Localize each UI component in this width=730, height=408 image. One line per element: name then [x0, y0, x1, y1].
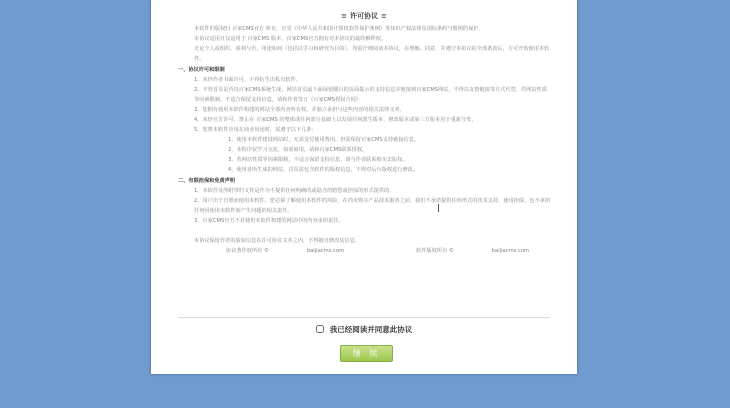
dialog-title-text: 许可协议 [350, 12, 378, 20]
divider [178, 317, 550, 318]
section-heading: 一、协议许可和限制 [178, 67, 225, 73]
copyright-line [178, 246, 552, 256]
license-dialog [151, 0, 577, 374]
agree-row[interactable] [151, 324, 577, 335]
agree-label: 我已经阅读并同意此协议 [329, 325, 413, 334]
intro-line: 无论个人或组织、盈利与否、用途如何（包括以学习和研究为目的），均需仔细阅读本协议，在理解、同意、并遵守本协议的全部条款后，方可开始使用本软件。 [194, 46, 550, 62]
sub-item: 3、若网站性质等因素限制，不适合保留支持信息，请与作者联系购买去版权。 [228, 157, 408, 163]
section-item: 1、本软件及所附带的文件是作为不提供任何明确的或隐含的赔偿或担保的形式提供的。 [194, 188, 395, 194]
sub-item: 4、使用者所生成的网站，首页需包含软件的版权信息，不得对后台版权进行修改。 [228, 167, 419, 173]
text-cursor-icon [438, 204, 439, 212]
intro-line: 本软件的版权归 百家CMS官方 所有，且受《中华人民共和国计算机软件保护条例》等知识产权法律及国际条约与惯例的保护。 [194, 26, 484, 32]
title-deco-right: ≡ [381, 12, 387, 20]
dialog-title [151, 11, 577, 21]
title-deco-left: ≡ [341, 12, 347, 20]
intro-line: 本协议适用且仅适用于 百家CMS 版本，百家CMS官方拥有对本协议的最终解释权。 [194, 36, 387, 42]
section-heading: 二、有限担保和免责声明 [178, 178, 236, 184]
software-site: baijiacms.com [491, 248, 530, 254]
section-item: 5、您将本软件应用在商业用途时，需遵守以下几条： [194, 127, 317, 133]
copyright-label-text: 协议著作权所有 © [226, 248, 270, 254]
license-text [178, 24, 552, 256]
section-item: 2、不管首页是否以百家CMS系统生成，网站首页最下面保留醒目的页面提示的支持信息并链接到百家CMS网站，不得以友情链接等方式代替，若网站性质等因素限制，不适合保留支持信息，请和作者签订《百家CMS授权合同》 [194, 87, 547, 103]
copyright-site: baijiacms.com [306, 248, 345, 254]
section-item: 1、未经作者书面许可，不得衍生出私有软件。 [194, 77, 302, 83]
continue-button[interactable]: 继 续 [340, 345, 393, 362]
spacer [178, 226, 552, 236]
software-label-text: 软件版权所有 © [416, 248, 455, 254]
section-item: 3、您拥有使用本软件构建的网站全部内容所有权，并独立承担与这些内容的相关法律义务。 [194, 107, 405, 113]
copyright-label [226, 248, 380, 254]
agree-checkbox[interactable] [316, 325, 324, 333]
section-item: 2、用户出于自愿而使用本软件，您必须了解使用本软件的风险，在尚未购买产品技术服务之前，我们不承诺提供任何形式的技术支持、使用担保，也不承担任何因使用本软件而产生问题的相关责任。 [194, 198, 551, 214]
sub-item: 2、本程序仅学习交流，如需商用，请和百家CMS联系授权。 [228, 147, 368, 153]
section-item: 3、百家CMS官方不对使用本软件构建的网站中的内容承担责任。 [194, 218, 344, 224]
footer-note: 本协议保留作者的版权信息在许可协议文本之内，不得擅自修改其信息。 [194, 238, 361, 244]
section-item: 4、未经官方许可，禁止在 百家CMS 的整体或任何部分基础上以发展任何派生版本、修改版本或第三方版本用于重新分发。 [194, 117, 477, 123]
sub-item: 1、使用本软件建设网站时，无需支付使用费用，但需保留百家CMS支持链接信息。 [228, 137, 420, 143]
software-label [416, 248, 552, 254]
